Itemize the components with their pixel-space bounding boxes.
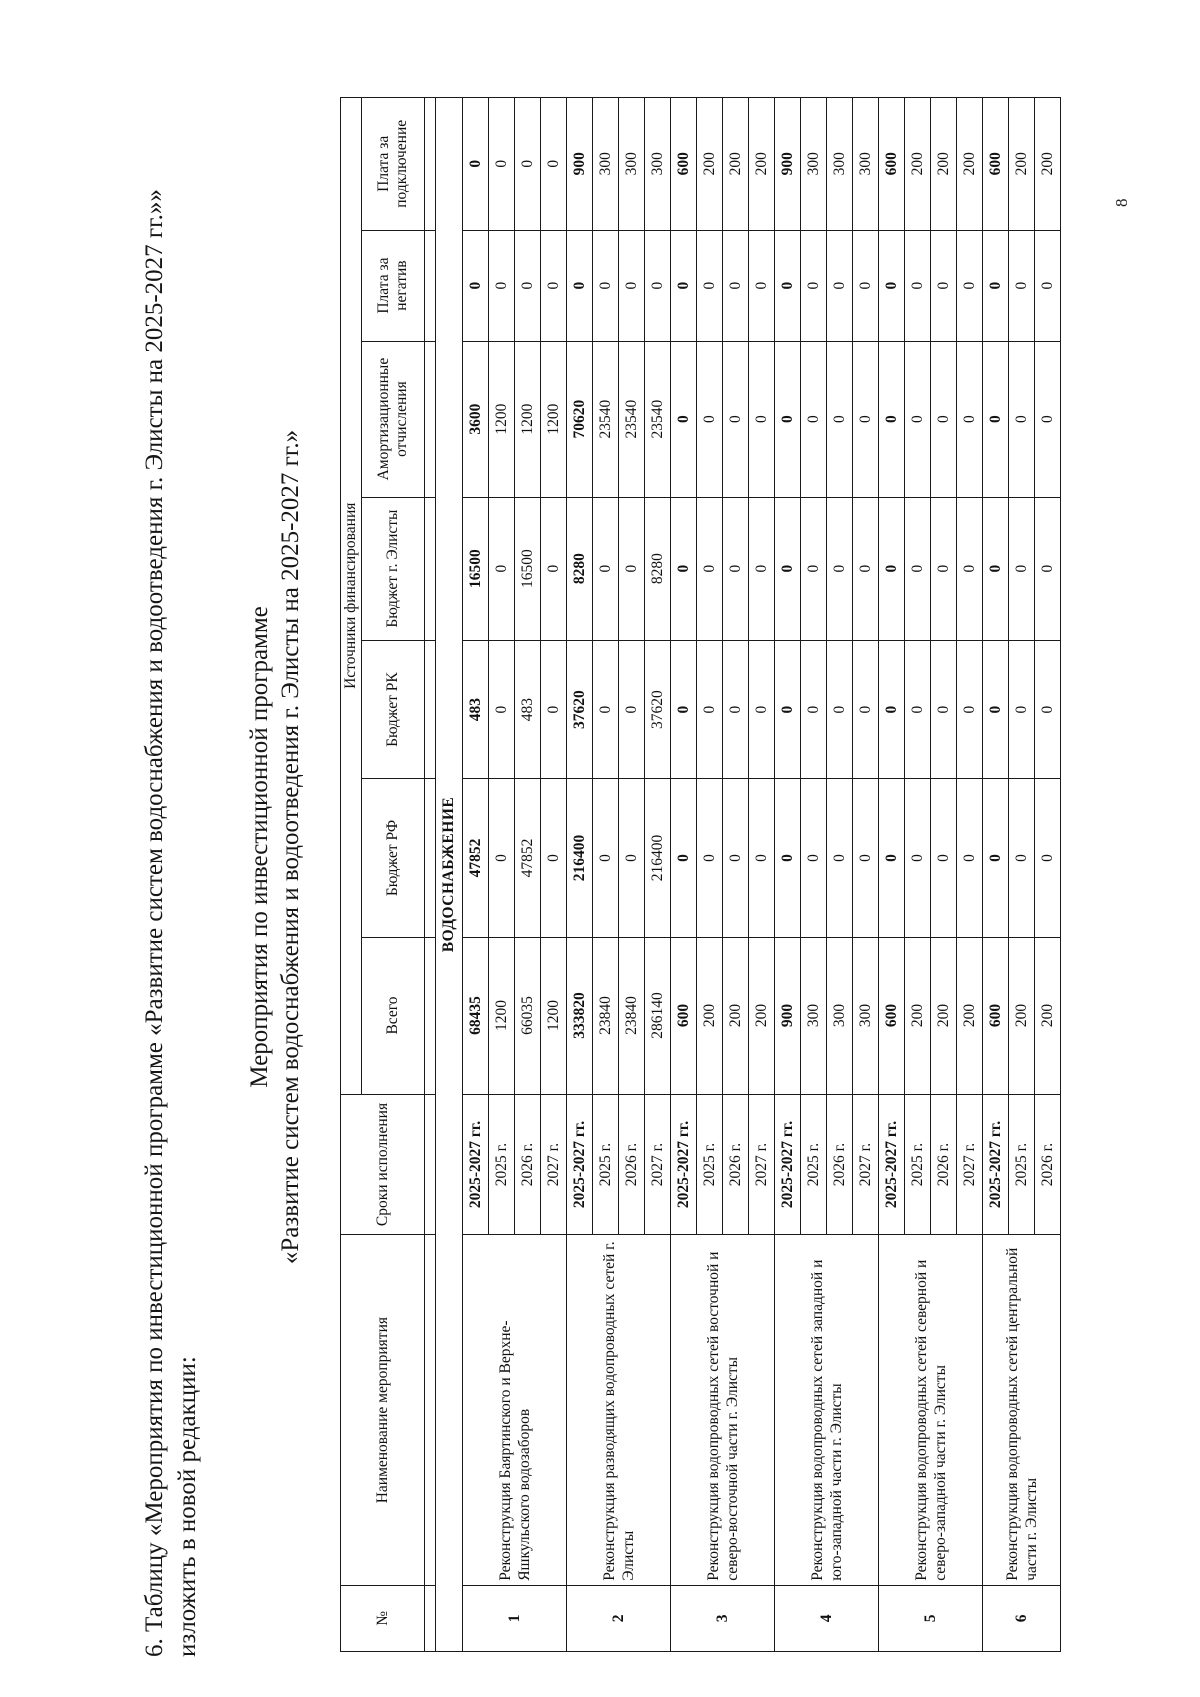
table-row-total — [879, 98, 905, 1652]
value-negative-fee: 0 — [827, 230, 853, 341]
value-budget-rf: 0 — [749, 779, 775, 937]
row-number: 5 — [879, 1585, 983, 1651]
term-cell: 2025 г. — [1009, 1094, 1035, 1235]
value-amortization: 0 — [1035, 341, 1061, 497]
value-budget-city: 0 — [489, 497, 515, 640]
value-budget-rk: 0 — [957, 640, 983, 779]
section-row — [436, 98, 463, 1652]
value-total: 200 — [723, 937, 749, 1094]
value-budget-rf: 216400 — [645, 779, 671, 937]
value-connection-fee: 600 — [671, 98, 697, 231]
value-negative-fee: 0 — [853, 230, 879, 341]
value-budget-rf: 0 — [619, 779, 645, 937]
value-negative-fee: 0 — [957, 230, 983, 341]
term-cell: 2025-2027 гг. — [775, 1094, 801, 1235]
value-budget-rf: 0 — [723, 779, 749, 937]
value-negative-fee: 0 — [905, 230, 931, 341]
value-budget-city: 16500 — [515, 497, 541, 640]
value-budget-city: 0 — [619, 497, 645, 640]
value-budget-rf: 0 — [853, 779, 879, 937]
value-budget-city: 0 — [1035, 497, 1061, 640]
value-negative-fee: 0 — [723, 230, 749, 341]
term-cell: 2025 г. — [801, 1094, 827, 1235]
value-amortization: 3600 — [463, 341, 489, 497]
activity-name: Реконструкция водопроводных сетей западной и юго-западной части г. Элисты — [775, 1235, 879, 1585]
value-budget-city: 0 — [671, 497, 697, 640]
value-budget-rk: 0 — [931, 640, 957, 779]
header-budget-city: Бюджет г. Элисты — [362, 497, 425, 640]
activity-name: Реконструкция Баяртинского и Верхне-Яшкульского водозаборов — [463, 1235, 567, 1585]
value-total: 200 — [1035, 937, 1061, 1094]
value-budget-city: 0 — [749, 497, 775, 640]
term-cell: 2026 г. — [619, 1094, 645, 1235]
value-amortization: 23540 — [619, 341, 645, 497]
value-total: 600 — [879, 937, 905, 1094]
value-negative-fee: 0 — [489, 230, 515, 341]
value-total: 900 — [775, 937, 801, 1094]
value-total: 200 — [697, 937, 723, 1094]
term-cell: 2027 г. — [645, 1094, 671, 1235]
value-negative-fee: 0 — [749, 230, 775, 341]
value-amortization: 0 — [905, 341, 931, 497]
value-connection-fee: 900 — [567, 98, 593, 231]
value-negative-fee: 0 — [593, 230, 619, 341]
value-amortization: 0 — [853, 341, 879, 497]
row-number: 6 — [983, 1585, 1061, 1651]
value-total: 200 — [931, 937, 957, 1094]
term-cell: 2026 г. — [1035, 1094, 1061, 1235]
value-budget-city: 8280 — [645, 497, 671, 640]
value-budget-rk: 0 — [801, 640, 827, 779]
value-budget-rk: 0 — [1009, 640, 1035, 779]
value-negative-fee: 0 — [567, 230, 593, 341]
value-amortization: 0 — [931, 341, 957, 497]
value-amortization: 0 — [983, 341, 1009, 497]
value-budget-rf: 0 — [1009, 779, 1035, 937]
term-cell: 2025-2027 гг. — [671, 1094, 697, 1235]
term-cell: 2025-2027 гг. — [879, 1094, 905, 1235]
value-negative-fee: 0 — [1035, 230, 1061, 341]
value-amortization: 0 — [723, 341, 749, 497]
value-budget-rk: 0 — [905, 640, 931, 779]
term-cell: 2027 г. — [957, 1094, 983, 1235]
value-budget-rk: 0 — [541, 640, 567, 779]
value-connection-fee: 300 — [593, 98, 619, 231]
value-budget-rf: 0 — [593, 779, 619, 937]
term-cell: 2025-2027 гг. — [567, 1094, 593, 1235]
value-budget-rk: 0 — [827, 640, 853, 779]
value-budget-rf: 0 — [697, 779, 723, 937]
row-number: 4 — [775, 1585, 879, 1651]
value-budget-rk: 37620 — [567, 640, 593, 779]
value-amortization: 1200 — [515, 341, 541, 497]
value-amortization: 23540 — [593, 341, 619, 497]
value-total: 600 — [983, 937, 1009, 1094]
value-connection-fee: 200 — [697, 98, 723, 231]
value-negative-fee: 0 — [697, 230, 723, 341]
row-number: 3 — [671, 1585, 775, 1651]
value-budget-rf: 47852 — [515, 779, 541, 937]
value-amortization: 1200 — [489, 341, 515, 497]
section-title: ВОДОСНАБЖЕНИЕ — [436, 98, 463, 1652]
value-connection-fee: 200 — [1009, 98, 1035, 231]
value-negative-fee: 0 — [801, 230, 827, 341]
value-total: 333820 — [567, 937, 593, 1094]
header-connection-fee: Плата за подключение — [362, 98, 425, 231]
term-cell: 2026 г. — [515, 1094, 541, 1235]
term-cell: 2026 г. — [827, 1094, 853, 1235]
activity-name: Реконструкция водопроводных сетей центральной части г. Элисты — [983, 1235, 1061, 1585]
value-budget-rf: 0 — [931, 779, 957, 937]
header-amortization: Амортизационные отчисления — [362, 341, 425, 497]
value-budget-city: 0 — [801, 497, 827, 640]
value-budget-rk: 0 — [1035, 640, 1061, 779]
term-cell: 2025 г. — [593, 1094, 619, 1235]
value-amortization: 0 — [697, 341, 723, 497]
value-budget-rf: 0 — [879, 779, 905, 937]
header-no: № — [341, 1585, 425, 1651]
value-total: 23840 — [619, 937, 645, 1094]
value-amortization: 0 — [671, 341, 697, 497]
header-total: Всего — [362, 937, 425, 1094]
value-amortization: 70620 — [567, 341, 593, 497]
value-budget-city: 16500 — [463, 497, 489, 640]
value-budget-rk: 0 — [775, 640, 801, 779]
value-total: 1200 — [541, 937, 567, 1094]
value-budget-rk: 0 — [749, 640, 775, 779]
value-total: 200 — [905, 937, 931, 1094]
value-total: 68435 — [463, 937, 489, 1094]
value-budget-city: 0 — [983, 497, 1009, 640]
term-cell: 2027 г. — [853, 1094, 879, 1235]
value-total: 66035 — [515, 937, 541, 1094]
value-budget-city: 0 — [905, 497, 931, 640]
value-budget-rk: 0 — [853, 640, 879, 779]
value-budget-city: 0 — [957, 497, 983, 640]
value-budget-rf: 0 — [957, 779, 983, 937]
term-cell: 2025 г. — [905, 1094, 931, 1235]
value-total: 23840 — [593, 937, 619, 1094]
row-number: 1 — [463, 1585, 567, 1651]
value-amortization: 0 — [957, 341, 983, 497]
value-negative-fee: 0 — [463, 230, 489, 341]
value-connection-fee: 300 — [645, 98, 671, 231]
value-total: 300 — [853, 937, 879, 1094]
table-row-total — [775, 98, 801, 1652]
header-name: Наименование мероприятия — [341, 1235, 425, 1585]
value-budget-city: 0 — [775, 497, 801, 640]
value-budget-rk: 0 — [879, 640, 905, 779]
value-budget-city: 0 — [697, 497, 723, 640]
value-budget-rf: 0 — [671, 779, 697, 937]
value-total: 200 — [1009, 937, 1035, 1094]
value-negative-fee: 0 — [879, 230, 905, 341]
value-amortization: 0 — [879, 341, 905, 497]
value-negative-fee: 0 — [1009, 230, 1035, 341]
value-budget-city: 0 — [1009, 497, 1035, 640]
value-amortization: 0 — [801, 341, 827, 497]
value-connection-fee: 300 — [827, 98, 853, 231]
value-connection-fee: 200 — [957, 98, 983, 231]
value-budget-rf: 0 — [775, 779, 801, 937]
value-budget-city: 0 — [541, 497, 567, 640]
value-connection-fee: 200 — [1035, 98, 1061, 231]
value-connection-fee: 0 — [541, 98, 567, 231]
value-budget-rk: 37620 — [645, 640, 671, 779]
value-budget-rk: 483 — [463, 640, 489, 779]
value-total: 286140 — [645, 937, 671, 1094]
header-budget-rf: Бюджет РФ — [362, 779, 425, 937]
value-budget-rk: 0 — [489, 640, 515, 779]
value-amortization: 0 — [775, 341, 801, 497]
value-budget-rk: 0 — [619, 640, 645, 779]
value-negative-fee: 0 — [931, 230, 957, 341]
value-negative-fee: 0 — [983, 230, 1009, 341]
value-budget-city: 0 — [593, 497, 619, 640]
value-budget-rf: 47852 — [463, 779, 489, 937]
value-total: 300 — [801, 937, 827, 1094]
value-connection-fee: 0 — [515, 98, 541, 231]
value-budget-city: 0 — [827, 497, 853, 640]
value-negative-fee: 0 — [541, 230, 567, 341]
table-row-total — [567, 98, 593, 1652]
value-connection-fee: 300 — [853, 98, 879, 231]
table-row-total — [983, 98, 1009, 1652]
value-total: 1200 — [489, 937, 515, 1094]
activity-name: Реконструкция разводящих водопроводных сетей г. Элисты — [567, 1235, 671, 1585]
intro-paragraph: 6. Таблицу «Мероприятия по инвестиционной программе «Развитие систем водоснабжения и водоотведения г. Элисты на 2025-2027 гг.»» изложить в новой редакции: — [141, 189, 201, 1657]
term-cell: 2025-2027 гг. — [463, 1094, 489, 1235]
table-title-line-2: «Развитие систем водоснабжения и водоотведения г. Элисты на 2025-2027 гг.» — [277, 429, 304, 1265]
value-connection-fee: 600 — [879, 98, 905, 231]
value-total: 200 — [957, 937, 983, 1094]
value-budget-rf: 0 — [541, 779, 567, 937]
term-cell: 2026 г. — [931, 1094, 957, 1235]
header-negative-fee: Плата за негатив — [362, 230, 425, 341]
row-number: 2 — [567, 1585, 671, 1651]
value-connection-fee: 900 — [775, 98, 801, 231]
value-budget-city: 0 — [879, 497, 905, 640]
value-connection-fee: 200 — [723, 98, 749, 231]
value-amortization: 0 — [749, 341, 775, 497]
value-connection-fee: 600 — [983, 98, 1009, 231]
table-row-total — [671, 98, 697, 1652]
value-budget-rk: 0 — [671, 640, 697, 779]
value-budget-city: 8280 — [567, 497, 593, 640]
term-cell: 2025 г. — [697, 1094, 723, 1235]
value-connection-fee: 300 — [801, 98, 827, 231]
term-cell: 2025-2027 гг. — [983, 1094, 1009, 1235]
table-body — [436, 98, 1061, 1652]
activity-name: Реконструкция водопроводных сетей северной и северо-западной части г. Элисты — [879, 1235, 983, 1585]
value-budget-rf: 0 — [801, 779, 827, 937]
value-connection-fee: 300 — [619, 98, 645, 231]
value-budget-rf: 0 — [983, 779, 1009, 937]
value-budget-rf: 0 — [827, 779, 853, 937]
term-cell: 2027 г. — [749, 1094, 775, 1235]
value-budget-city: 0 — [853, 497, 879, 640]
value-total: 300 — [827, 937, 853, 1094]
value-connection-fee: 200 — [749, 98, 775, 231]
value-negative-fee: 0 — [671, 230, 697, 341]
value-amortization: 0 — [1009, 341, 1035, 497]
page-number: 8 — [1112, 198, 1131, 207]
value-total: 600 — [671, 937, 697, 1094]
value-connection-fee: 200 — [905, 98, 931, 231]
value-budget-rk: 0 — [593, 640, 619, 779]
value-budget-rf: 0 — [905, 779, 931, 937]
table-title — [244, 37, 306, 1657]
header-spacer-row — [425, 98, 436, 1652]
value-budget-rk: 0 — [697, 640, 723, 779]
term-cell: 2027 г. — [541, 1094, 567, 1235]
value-negative-fee: 0 — [619, 230, 645, 341]
value-amortization: 0 — [827, 341, 853, 497]
value-amortization: 1200 — [541, 341, 567, 497]
value-budget-city: 0 — [723, 497, 749, 640]
header-budget-rk: Бюджет РК — [362, 640, 425, 779]
value-budget-rk: 483 — [515, 640, 541, 779]
table-title-line-1: Мероприятия по инвестиционной программе — [246, 606, 273, 1088]
term-cell: 2026 г. — [723, 1094, 749, 1235]
value-budget-city: 0 — [931, 497, 957, 640]
value-budget-rk: 0 — [983, 640, 1009, 779]
value-connection-fee: 0 — [489, 98, 515, 231]
value-connection-fee: 200 — [931, 98, 957, 231]
value-negative-fee: 0 — [645, 230, 671, 341]
term-cell: 2025 г. — [489, 1094, 515, 1235]
value-budget-rf: 216400 — [567, 779, 593, 937]
value-budget-rf: 0 — [1035, 779, 1061, 937]
header-term: Сроки исполнения — [341, 1094, 425, 1235]
value-budget-rf: 0 — [489, 779, 515, 937]
activity-name: Реконструкция водопроводных сетей восточной и северо-восточной части г. Элисты — [671, 1235, 775, 1585]
table-row-total — [463, 98, 489, 1652]
value-negative-fee: 0 — [515, 230, 541, 341]
value-amortization: 23540 — [645, 341, 671, 497]
header-sources: Источники финансирования — [341, 98, 362, 1095]
value-budget-rk: 0 — [723, 640, 749, 779]
value-total: 200 — [749, 937, 775, 1094]
value-connection-fee: 0 — [463, 98, 489, 231]
value-negative-fee: 0 — [775, 230, 801, 341]
investment-plan-table — [340, 97, 1061, 1652]
